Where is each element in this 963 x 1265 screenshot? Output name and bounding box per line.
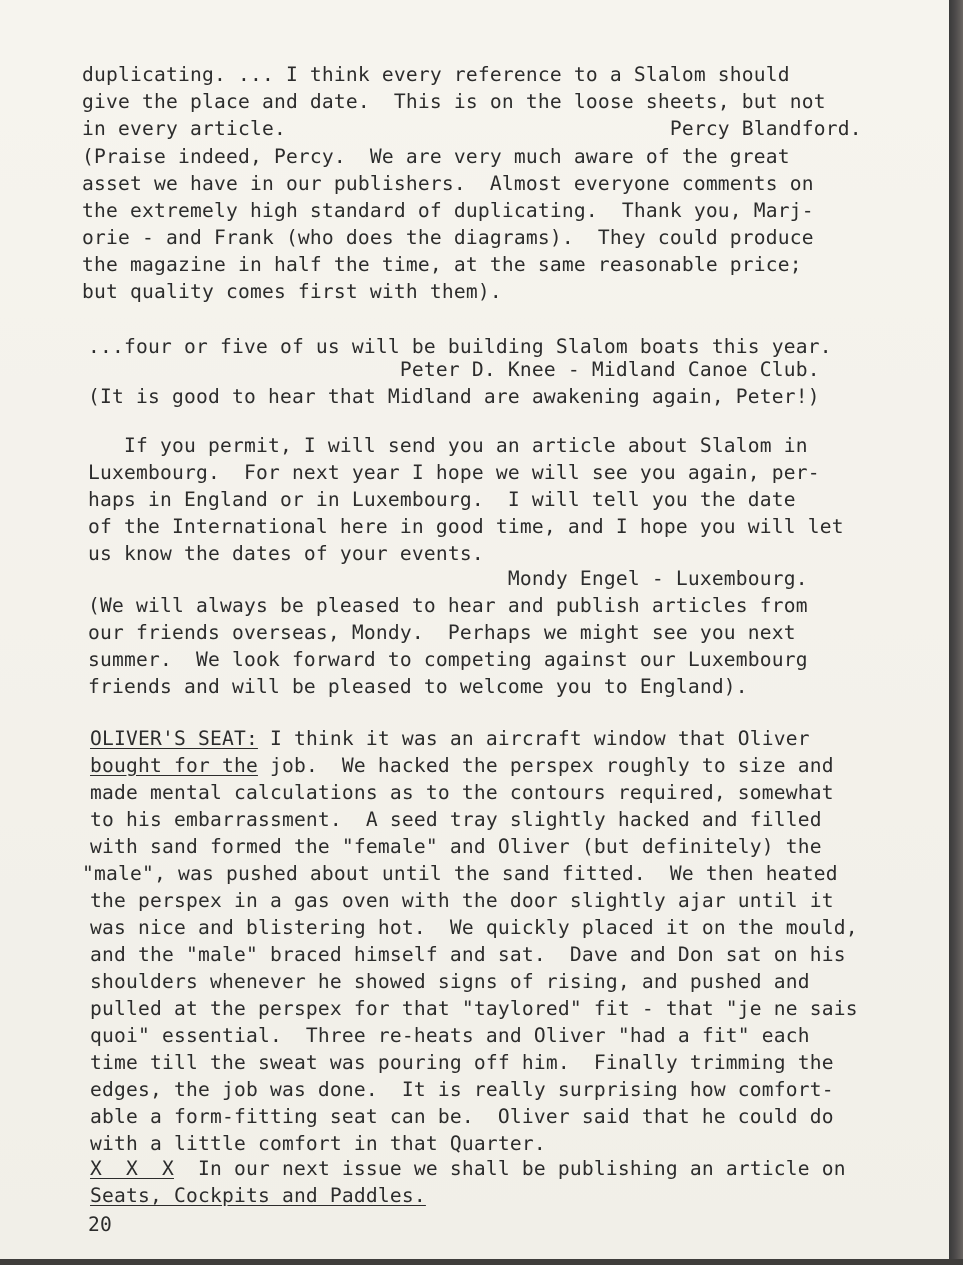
page-number: 20 bbox=[88, 1213, 112, 1236]
text-line: of the International here in good time, and I hope you will let bbox=[88, 515, 844, 538]
text-line: asset we have in our publishers. Almost everyone comments on bbox=[82, 172, 814, 195]
section-heading: OLIVER'S SEAT: bbox=[90, 727, 258, 750]
text-line: made mental calculations as to the contours required, somewhat bbox=[90, 781, 834, 804]
text-line bbox=[90, 726, 810, 752]
text-line: orie - and Frank (who does the diagrams). They could produce bbox=[82, 226, 814, 249]
text-line: "male", was pushed about until the sand fitted. We then heated bbox=[82, 862, 838, 885]
text-line: haps in England or in Luxembourg. I will tell you the date bbox=[88, 488, 796, 511]
text-line bbox=[90, 1156, 846, 1182]
text-line: in every article. Percy Blandford. bbox=[82, 117, 862, 140]
text-line: quoi" essential. Three re-heats and Oliver "had a fit" each bbox=[90, 1024, 810, 1047]
text-line: the extremely high standard of duplicating. Thank you, Marj- bbox=[82, 199, 814, 222]
text-line: (We will always be pleased to hear and publish articles from bbox=[88, 594, 808, 617]
text-line: Luxembourg. For next year I hope we will see you again, per- bbox=[88, 461, 820, 484]
text-line: friends and will be pleased to welcome you to England). bbox=[88, 675, 748, 698]
text-line: summer. We look forward to competing against our Luxembourg bbox=[88, 648, 808, 671]
text-line: Seats, Cockpits and Paddles. bbox=[90, 1184, 426, 1207]
text-line: shoulders whenever he showed signs of rising, and pushed and bbox=[90, 970, 810, 993]
text-line: with a little comfort in that Quarter. bbox=[90, 1132, 546, 1155]
text-line: us know the dates of your events. bbox=[88, 542, 484, 565]
text-line: time till the sweat was pouring off him. Finally trimming the bbox=[90, 1051, 834, 1074]
text-line: but quality comes first with them). bbox=[82, 280, 502, 303]
text-line: give the place and date. This is on the loose sheets, but not bbox=[82, 90, 826, 113]
text-line: (It is good to hear that Midland are awakening again, Peter!) bbox=[88, 385, 820, 408]
text-line: was nice and blistering hot. We quickly placed it on the mould, bbox=[90, 916, 858, 939]
text-span: job. We hacked the perspex roughly to size and bbox=[257, 754, 834, 777]
text-line: and the "male" braced himself and sat. Dave and Don sat on his bbox=[90, 943, 846, 966]
scan-edge-bottom bbox=[0, 1259, 963, 1265]
text-line: the magazine in half the time, at the same reasonable price; bbox=[82, 253, 802, 276]
text-line: to his embarrassment. A seed tray slightly hacked and filled bbox=[90, 808, 822, 831]
text-line: (Praise indeed, Percy. We are very much aware of the great bbox=[82, 145, 790, 168]
text-line: able a form-fitting seat can be. Oliver said that he could do bbox=[90, 1105, 834, 1128]
text-line: with sand formed the "female" and Oliver (but definitely) the bbox=[90, 835, 822, 858]
text-line: edges, the job was done. It is really surprising how comfort- bbox=[90, 1078, 834, 1101]
text-line: pulled at the perspex for that "taylored" fit - that "je ne sais bbox=[90, 997, 858, 1020]
text-line: If you permit, I will send you an article about Slalom in bbox=[88, 434, 808, 457]
text-line bbox=[90, 753, 834, 779]
scan-edge-right bbox=[949, 0, 963, 1265]
text-line: ...four or five of us will be building Slalom boats this year. bbox=[88, 335, 832, 358]
xxx-marks: X X X bbox=[90, 1157, 174, 1180]
text-line: Peter D. Knee - Midland Canoe Club. bbox=[88, 358, 820, 381]
text-line: the perspex in a gas oven with the door slightly ajar until it bbox=[90, 889, 834, 912]
text-span: I think it was an aircraft window that Oliver bbox=[257, 727, 810, 750]
text-line: duplicating. ... I think every reference to a Slalom should bbox=[82, 63, 790, 86]
text-line: Mondy Engel - Luxembourg. bbox=[88, 567, 808, 590]
text-span: In our next issue we shall be publishing an article on bbox=[173, 1157, 846, 1180]
underlined-text: bought for the bbox=[90, 754, 258, 777]
text-line: our friends overseas, Mondy. Perhaps we might see you next bbox=[88, 621, 796, 644]
